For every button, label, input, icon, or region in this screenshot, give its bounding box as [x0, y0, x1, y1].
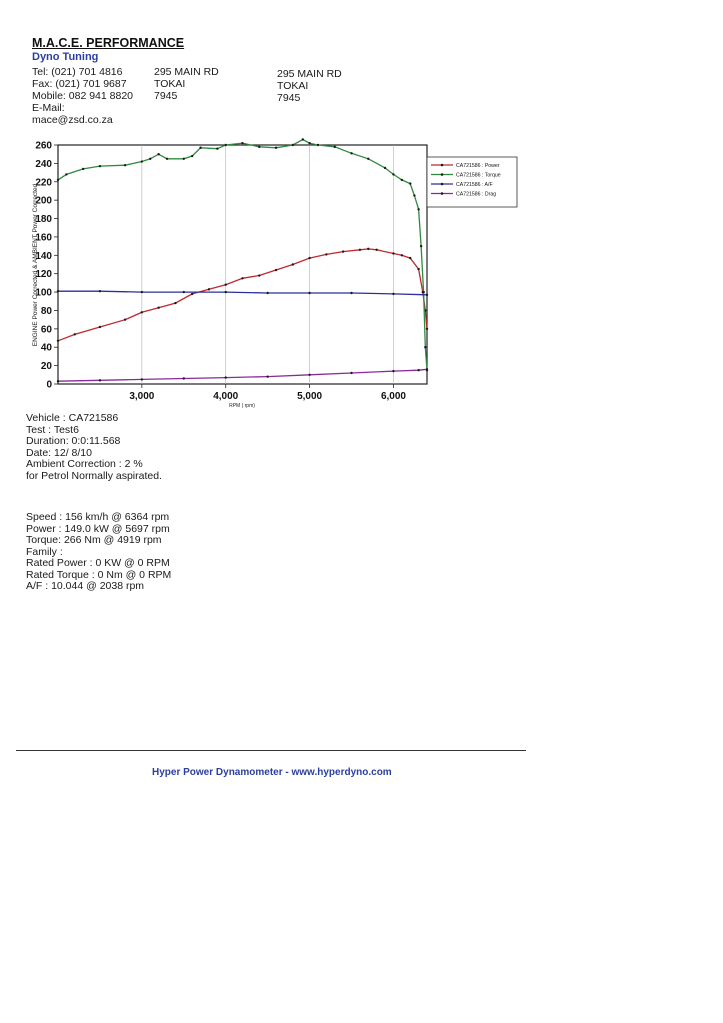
data-point: [141, 160, 143, 162]
data-point: [141, 291, 143, 293]
data-point: [82, 168, 84, 170]
y-tick-label: 60: [40, 324, 52, 336]
data-point: [392, 173, 394, 175]
data-point: [225, 291, 227, 293]
data-point: [350, 292, 352, 294]
data-point: [57, 290, 59, 292]
company-name: M.A.C.E. PERFORMANCE: [32, 36, 185, 50]
data-point: [420, 245, 422, 247]
data-point: [166, 158, 168, 160]
y-tick-label: 140: [35, 250, 52, 262]
data-point: [216, 147, 218, 149]
x-axis-label: RPM ( rpm): [229, 403, 255, 409]
legend-label: CA721586 : Power: [456, 163, 500, 169]
data-point: [149, 158, 151, 160]
address2-code: 7945: [277, 92, 301, 104]
y-tick-label: 20: [40, 361, 52, 373]
y-tick-label: 160: [35, 232, 52, 244]
result-power: Power : 149.0 kW @ 5697 rpm: [26, 522, 170, 535]
info-petrol: for Petrol Normally aspirated.: [26, 469, 162, 482]
y-tick-label: 240: [35, 158, 52, 170]
result-speed: Speed : 156 km/h @ 6364 rpm: [26, 511, 170, 523]
data-point: [174, 302, 176, 304]
data-point: [74, 333, 76, 335]
data-point: [258, 146, 260, 148]
data-point: [392, 293, 394, 295]
address1-city: TOKAI: [154, 78, 186, 90]
data-point: [392, 252, 394, 254]
y-tick-label: 220: [35, 177, 52, 189]
x-tick-label: 6,000: [380, 391, 406, 402]
legend-marker: [441, 173, 444, 176]
footer-text: Hyper Power Dynamometer - www.hyperdyno.com: [152, 767, 392, 778]
data-point: [417, 208, 419, 210]
contact-fax: Fax: (021) 701 9687: [32, 78, 127, 90]
data-point: [367, 248, 369, 250]
data-point: [392, 370, 394, 372]
data-point: [424, 346, 426, 348]
y-tick-label: 80: [40, 305, 52, 317]
data-point: [225, 284, 227, 286]
info-ambient: Ambient Correction : 2 %: [26, 458, 143, 470]
result-torque: Torque: 266 Nm @ 4919 rpm: [26, 534, 162, 546]
data-point: [99, 290, 101, 292]
data-point: [422, 291, 424, 293]
y-tick-label: 120: [35, 269, 52, 281]
data-point: [183, 158, 185, 160]
data-point: [375, 249, 377, 251]
data-point: [426, 328, 428, 330]
address1-code: 7945: [154, 90, 178, 102]
x-tick-label: 4,000: [213, 391, 239, 402]
data-point: [308, 142, 310, 144]
data-point: [426, 368, 428, 370]
result-rated-power: Rated Power : 0 KW @ 0 RPM: [26, 557, 170, 569]
contact-email: mace@zsd.co.za: [32, 114, 113, 126]
data-point: [275, 147, 277, 149]
legend-label: CA721586 : Torque: [456, 172, 501, 179]
test-info: [26, 413, 162, 482]
legend-label: CA721586 : Drag: [456, 191, 497, 198]
x-tick-label: 3,000: [129, 391, 155, 402]
contact-mobile: Mobile: 082 941 8820: [32, 90, 133, 102]
data-point: [99, 165, 101, 167]
y-tick-label: 0: [46, 379, 52, 391]
data-point: [258, 274, 260, 276]
data-point: [225, 376, 227, 378]
result-af: A/F : 10.044 @ 2038 rpm: [26, 580, 145, 592]
data-point: [413, 194, 415, 196]
legend-marker: [441, 192, 444, 195]
y-tick-label: 100: [35, 287, 52, 299]
data-point: [208, 288, 210, 290]
contact-email-label: E-Mail:: [32, 102, 65, 114]
y-tick-label: 200: [35, 195, 52, 207]
contact-tel: Tel: (021) 701 4816: [32, 66, 123, 78]
data-point: [191, 293, 193, 295]
info-date: Date: 12/ 8/10: [26, 446, 92, 459]
data-point: [124, 164, 126, 166]
legend-label: CA721586 : A/F: [456, 182, 493, 188]
address2-street: 295 MAIN RD: [277, 68, 342, 80]
data-point: [99, 326, 101, 328]
data-point: [241, 142, 243, 144]
footer-divider: [16, 750, 526, 751]
data-point: [350, 152, 352, 154]
y-tick-label: 180: [35, 214, 52, 226]
plot-area: [58, 145, 427, 384]
data-point: [334, 146, 336, 148]
data-point: [342, 250, 344, 252]
data-point: [401, 254, 403, 256]
info-vehicle: Vehicle : CA721586: [26, 412, 119, 424]
result-family: Family :: [26, 545, 63, 558]
data-point: [225, 144, 227, 146]
data-point: [57, 179, 59, 181]
y-tick-label: 40: [40, 342, 52, 354]
legend-marker: [441, 164, 444, 167]
data-point: [401, 179, 403, 181]
data-point: [302, 138, 304, 140]
data-point: [417, 369, 419, 371]
data-point: [183, 377, 185, 379]
data-point: [350, 372, 352, 374]
data-point: [157, 153, 159, 155]
data-point: [292, 263, 294, 265]
data-point: [409, 182, 411, 184]
data-point: [183, 291, 185, 293]
results-block: [26, 512, 171, 593]
info-test: Test : Test6: [26, 423, 79, 436]
company-subtitle: Dyno Tuning: [32, 51, 99, 63]
legend-marker: [441, 183, 444, 186]
data-point: [317, 144, 319, 146]
data-point: [141, 378, 143, 380]
data-point: [308, 374, 310, 376]
data-point: [275, 269, 277, 271]
result-rated-torque: Rated Torque : 0 Nm @ 0 RPM: [26, 568, 172, 581]
data-point: [57, 380, 59, 382]
data-point: [65, 173, 67, 175]
info-duration: Duration: 0:0:11.568: [26, 435, 121, 447]
data-point: [266, 375, 268, 377]
data-point: [325, 253, 327, 255]
data-point: [308, 292, 310, 294]
address1-street: 295 MAIN RD: [154, 66, 219, 78]
data-point: [292, 144, 294, 146]
data-point: [266, 292, 268, 294]
y-axis-label: ENGINE Power Corrected & AMBIENT Power Corrected: [32, 183, 39, 347]
data-point: [199, 147, 201, 149]
data-point: [99, 379, 101, 381]
data-point: [157, 307, 159, 309]
data-point: [308, 257, 310, 259]
data-point: [367, 158, 369, 160]
data-point: [359, 249, 361, 251]
data-point: [384, 167, 386, 169]
data-point: [417, 268, 419, 270]
y-tick-label: 260: [35, 140, 52, 152]
data-point: [241, 277, 243, 279]
data-point: [409, 257, 411, 259]
data-point: [141, 311, 143, 313]
x-tick-label: 5,000: [297, 391, 323, 402]
data-point: [124, 318, 126, 320]
data-point: [57, 340, 59, 342]
data-point: [426, 294, 428, 296]
data-point: [191, 155, 193, 157]
address2-city: TOKAI: [277, 80, 309, 92]
